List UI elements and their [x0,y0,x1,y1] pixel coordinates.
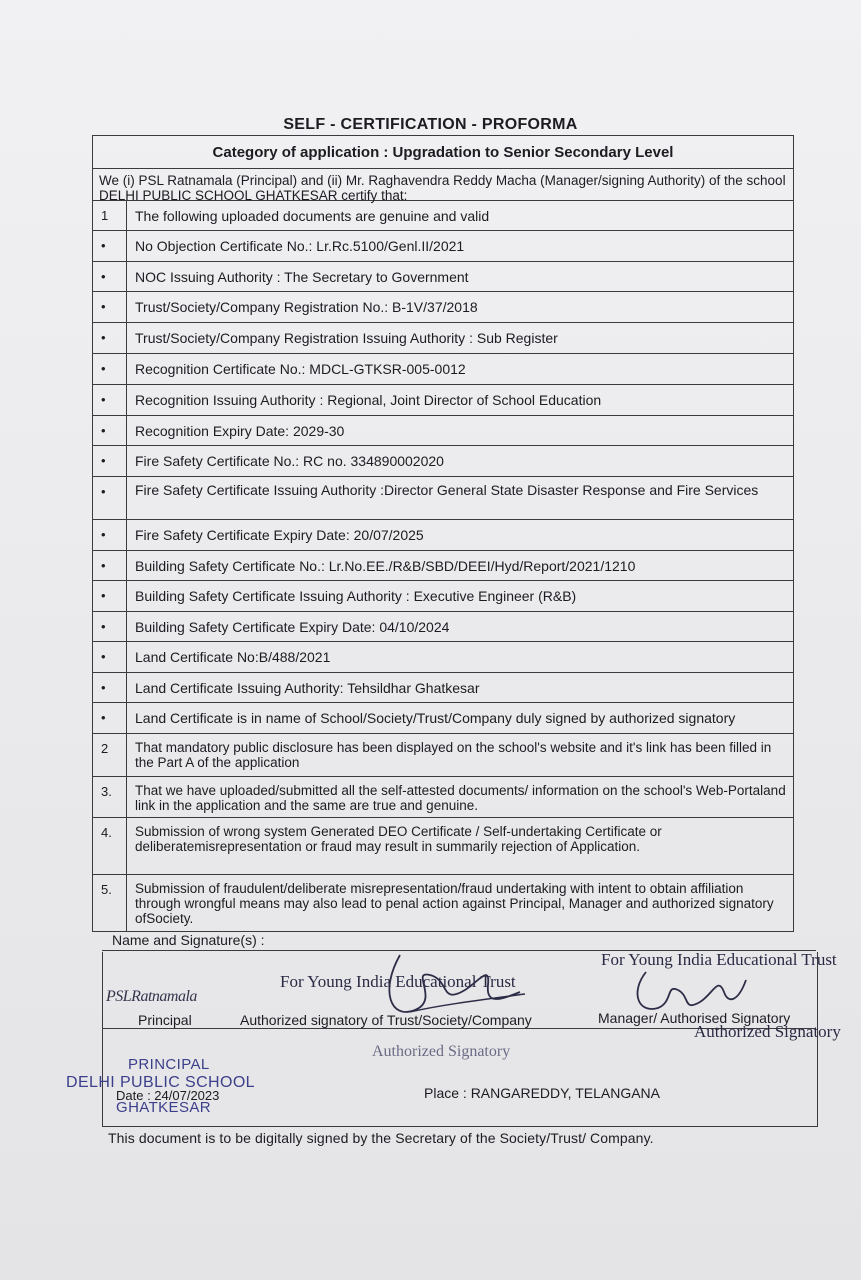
certification-row [93,642,793,673]
certification-row [93,818,793,875]
row-text: Fire Safety Certificate Issuing Authority :Director General State Disaster Response and Fire Services [135,482,759,498]
certification-row [93,323,793,354]
authorized-stamp-right: Authorized Signatory [694,1022,841,1041]
row-text: Recognition Issuing Authority : Regional, Joint Director of School Education [135,392,602,408]
certification-row [93,612,793,642]
row-text: NOC Issuing Authority : The Secretary to Government [135,269,469,285]
row-number: • [93,262,127,291]
row-number: • [93,385,127,415]
row-text: Land Certificate No:B/488/2021 [135,649,331,665]
certification-row [93,875,793,931]
row-number: • [93,520,127,550]
certification-rows [93,201,793,931]
certification-row [93,446,793,477]
principal-stamp-title: PRINCIPAL [128,1056,210,1073]
row-number: 3. [93,777,127,817]
certification-row [93,581,793,612]
row-number: • [93,612,127,641]
footer-note: This document is to be digitally signed by the Secretary of the Society/Trust/ Company. [108,1130,654,1146]
authorized-stamp-left: Authorized Signatory [372,1043,511,1060]
row-number: • [93,446,127,476]
row-text: Trust/Society/Company Registration Issuing Authority : Sub Register [135,330,558,346]
row-number: • [93,642,127,672]
certification-row [93,416,793,446]
certification-row [93,231,793,262]
certification-row [93,292,793,323]
row-number: • [93,673,127,702]
row-text: Trust/Society/Company Registration No.: B-1V/37/2018 [135,299,478,315]
row-number: • [93,292,127,322]
certification-row [93,703,793,734]
row-text: Building Safety Certificate Expiry Date: 04/10/2024 [135,619,450,635]
certification-row [93,734,793,777]
certification-row [93,551,793,581]
row-number: 4. [93,818,127,874]
row-number: • [93,323,127,353]
trust-stamp-right: For Young India Educational Trust [601,950,837,969]
document-title: SELF - CERTIFICATION - PROFORMA [283,116,578,133]
row-text: Building Safety Certificate No.: Lr.No.EE./R&B/SBD/DEEI/Hyd/Report/2021/1210 [135,558,636,574]
row-number: • [93,581,127,611]
row-text: No Objection Certificate No.: Lr.Rc.5100/Genl.II/2021 [135,238,465,254]
row-number: 2 [93,734,127,776]
certification-row [93,477,793,520]
row-text: That mandatory public disclosure has been displayed on the school's website and it's link has been filled in the Part A of the application [135,740,772,770]
row-text: Recognition Certificate No.: MDCL-GTKSR-005-0012 [135,361,466,377]
place-label: Place : RANGAREDDY, TELANGANA [424,1085,661,1101]
name-and-signature-label: Name and Signature(s) : [112,932,265,948]
certification-table [92,135,794,932]
trust-signature-scribble [370,950,540,1030]
row-number: 5. [93,875,127,931]
certification-row [93,385,793,416]
row-number: • [93,477,127,519]
row-text: Recognition Expiry Date: 2029-30 [135,423,345,439]
row-number: • [93,354,127,384]
manager-signature-scribble [628,962,768,1022]
row-number: • [93,231,127,261]
principal-signature: PSLRatnamala [106,988,197,1005]
certification-row [93,354,793,385]
row-text: Building Safety Certificate Issuing Authority : Executive Engineer (R&B) [135,588,577,604]
principal-stamp-school: DELHI PUBLIC SCHOOL [66,1074,255,1091]
manager-signatory-label: Manager/ Authorised Signatory [598,1010,791,1026]
row-text: Land Certificate Issuing Authority: Tehsildhar Ghatkesar [135,680,480,696]
row-text: The following uploaded documents are genuine and valid [135,208,490,224]
certification-row [93,262,793,292]
trust-stamp-left: For Young India Educational Trust [280,972,516,991]
intro-statement: We (i) PSL Ratnamala (Principal) and (ii) Mr. Raghavendra Reddy Macha (Manager/signing Authority) of the school DELHI PUBLIC SCHOOL GHATKESAR certify that: [93,169,793,201]
row-text: Submission of wrong system Generated DEO Certificate / Self-undertaking Certificate or deliberatemisrepresentation or fraud may result in summarily rejection of Application. [135,824,662,854]
certification-row [93,673,793,703]
row-text: Land Certificate is in name of School/Society/Trust/Company duly signed by authorized signatory [135,710,736,726]
row-number: • [93,703,127,733]
certification-row [93,201,793,231]
row-number: • [93,416,127,445]
certification-row [93,520,793,551]
row-text: Fire Safety Certificate Expiry Date: 20/07/2025 [135,527,424,543]
row-text: That we have uploaded/submitted all the self-attested documents/ information on the school's Web-Portaland link in the application and the same are true and genuine. [135,783,786,813]
row-text: Submission of fraudulent/deliberate misrepresentation/fraud undertaking with intent to obtain affiliation through wrongful means may also lead to penal action against Principal, Manager and authorized signatory ofSociety. [135,881,774,926]
principal-stamp-location: GHATKESAR [116,1099,212,1116]
row-number: 1 [93,201,127,230]
date-label: Date : 24/07/2023 [116,1088,220,1103]
certification-row [93,777,793,818]
principal-label: Principal [138,1012,192,1028]
row-number: • [93,551,127,580]
trust-signatory-label: Authorized signatory of Trust/Society/Company [240,1012,532,1028]
category-of-application: Category of application : Upgradation to Senior Secondary Level [93,136,793,169]
row-text: Fire Safety Certificate No.: RC no. 334890002020 [135,453,444,469]
